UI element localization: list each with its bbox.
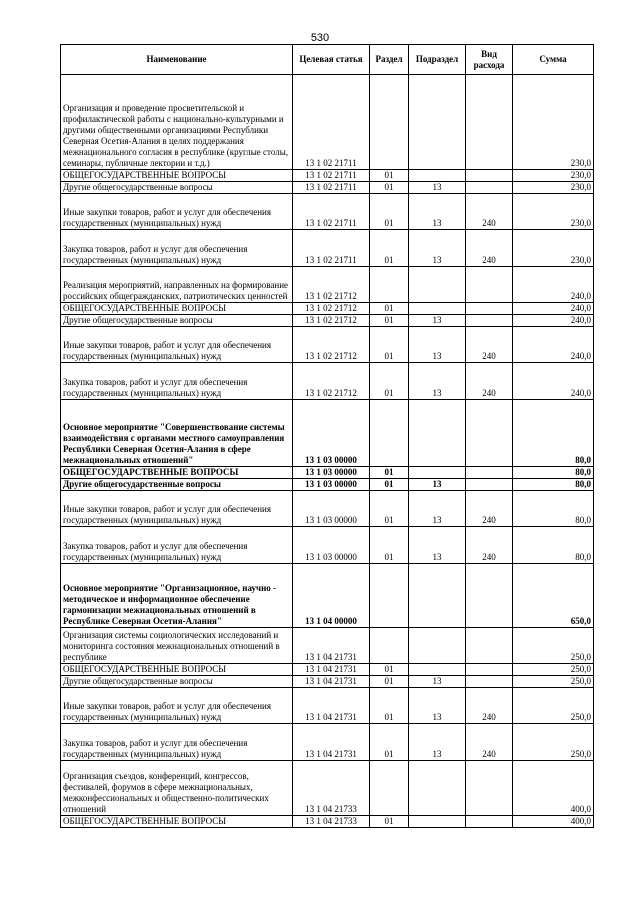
budget-table [60,44,594,828]
cell-section: 01 [370,724,409,761]
table-row [61,303,594,315]
cell-sum: 250,0 [513,688,594,724]
cell-target: 13 1 02 21712 [293,327,370,363]
table-row [61,363,594,400]
cell-target: 13 1 04 21731 [293,664,370,676]
cell-name: Организация съездов, конференций, конгрессов, фестивалей, форумов в сфере межнациональных, межконфессиональных и общественно-политических отношений [61,761,293,816]
cell-sum: 650,0 [513,564,594,628]
cell-expense-type [466,75,513,170]
cell-sum: 240,0 [513,315,594,327]
cell-target: 13 1 02 21711 [293,170,370,182]
cell-subsection [409,816,466,828]
cell-section [370,628,409,664]
cell-name: Организация системы социологических исследований и мониторинга состояния межнациональных отношений в республике [61,628,293,664]
cell-name: Другие общегосударственные вопросы [61,315,293,327]
cell-subsection [409,564,466,628]
cell-name: Реализация мероприятий, направленных на формирование российских общегражданских, патриотических ценностей [61,267,293,303]
cell-name: Иные закупки товаров, работ и услуг для обеспечения государственных (муниципальных) нужд [61,688,293,724]
cell-name: Иные закупки товаров, работ и услуг для обеспечения государственных (муниципальных) нужд [61,327,293,363]
cell-expense-type: 240 [466,724,513,761]
cell-target: 13 1 04 00000 [293,564,370,628]
cell-target: 13 1 02 21711 [293,230,370,267]
cell-target: 13 1 02 21711 [293,182,370,194]
cell-expense-type [466,182,513,194]
cell-section: 01 [370,363,409,400]
cell-target: 13 1 03 00000 [293,400,370,467]
cell-subsection [409,467,466,479]
cell-expense-type [466,761,513,816]
cell-name: ОБЩЕГОСУДАРСТВЕННЫЕ ВОПРОСЫ [61,467,293,479]
cell-section [370,761,409,816]
table-row [61,194,594,230]
cell-section [370,75,409,170]
cell-target: 13 1 02 21712 [293,315,370,327]
table-row [61,467,594,479]
cell-name: Другие общегосударственные вопросы [61,479,293,491]
cell-section: 01 [370,527,409,564]
table-row [61,315,594,327]
cell-section: 01 [370,315,409,327]
cell-section: 01 [370,182,409,194]
cell-expense-type [466,467,513,479]
cell-expense-type [466,564,513,628]
cell-name: Иные закупки товаров, работ и услуг для обеспечения государственных (муниципальных) нужд [61,491,293,527]
table-row [61,327,594,363]
cell-sum: 240,0 [513,363,594,400]
cell-subsection [409,628,466,664]
cell-sum: 250,0 [513,676,594,688]
cell-sum: 230,0 [513,170,594,182]
table-row [61,230,594,267]
cell-expense-type [466,628,513,664]
cell-expense-type [466,400,513,467]
cell-name: Закупка товаров, работ и услуг для обеспечения государственных (муниципальных) нужд [61,724,293,761]
table-row [61,761,594,816]
cell-expense-type [466,267,513,303]
cell-section: 01 [370,194,409,230]
cell-subsection: 13 [409,491,466,527]
cell-target: 13 1 03 00000 [293,491,370,527]
cell-sum: 230,0 [513,230,594,267]
cell-target: 13 1 03 00000 [293,479,370,491]
cell-sum: 250,0 [513,724,594,761]
cell-name: Организация и проведение просветительской и профилактической работы с национально-культурными и другими общественными организациями Республики Северная Осетия-Алания в целях поддержания межнационального согласия в республике (круглые столы, семинары, публичные лектории и т.д.) [61,75,293,170]
cell-expense-type: 240 [466,491,513,527]
cell-expense-type: 240 [466,327,513,363]
cell-section: 01 [370,688,409,724]
table-row [61,664,594,676]
table-row [61,816,594,828]
cell-section: 01 [370,664,409,676]
cell-subsection [409,267,466,303]
cell-subsection: 13 [409,230,466,267]
header-target: Целевая статья [293,45,370,75]
table-row [61,491,594,527]
cell-name: Основное мероприятие "Совершенствование системы взаимодействия с органами местного самоуправления Республики Северная Осетия-Алания в сфере межнациональных отношений" [61,400,293,467]
cell-target: 13 1 02 21711 [293,75,370,170]
cell-section: 01 [370,676,409,688]
cell-name: ОБЩЕГОСУДАРСТВЕННЫЕ ВОПРОСЫ [61,816,293,828]
cell-name: Закупка товаров, работ и услуг для обеспечения государственных (муниципальных) нужд [61,230,293,267]
header-section: Раздел [370,45,409,75]
cell-expense-type [466,303,513,315]
cell-section: 01 [370,230,409,267]
cell-target: 13 1 04 21731 [293,724,370,761]
table-row [61,400,594,467]
cell-subsection [409,400,466,467]
cell-expense-type [466,315,513,327]
page-number: 530 [310,32,330,44]
table-row [61,479,594,491]
cell-subsection: 13 [409,479,466,491]
cell-subsection [409,170,466,182]
cell-sum: 80,0 [513,467,594,479]
cell-section: 01 [370,491,409,527]
cell-sum: 80,0 [513,400,594,467]
cell-sum: 230,0 [513,75,594,170]
cell-target: 13 1 04 21731 [293,688,370,724]
cell-expense-type: 240 [466,194,513,230]
table-row [61,688,594,724]
cell-expense-type: 240 [466,230,513,267]
table-row [61,628,594,664]
cell-expense-type: 240 [466,688,513,724]
cell-section: 01 [370,327,409,363]
table-row [61,267,594,303]
cell-sum: 400,0 [513,761,594,816]
cell-expense-type: 240 [466,363,513,400]
cell-section: 01 [370,479,409,491]
cell-section: 01 [370,170,409,182]
table-row [61,676,594,688]
table-row [61,75,594,170]
cell-sum: 80,0 [513,491,594,527]
cell-sum: 240,0 [513,303,594,315]
cell-subsection [409,761,466,816]
table-header-row [61,45,594,75]
cell-section: 01 [370,303,409,315]
cell-name: Другие общегосударственные вопросы [61,182,293,194]
cell-subsection [409,303,466,315]
cell-section [370,400,409,467]
table-row [61,182,594,194]
cell-subsection: 13 [409,182,466,194]
cell-subsection: 13 [409,676,466,688]
table-row [61,724,594,761]
cell-expense-type [466,664,513,676]
header-sum: Сумма [513,45,594,75]
cell-target: 13 1 04 21733 [293,761,370,816]
cell-target: 13 1 02 21712 [293,363,370,400]
cell-target: 13 1 04 21733 [293,816,370,828]
cell-target: 13 1 03 00000 [293,467,370,479]
cell-subsection: 13 [409,724,466,761]
cell-target: 13 1 03 00000 [293,527,370,564]
cell-subsection: 13 [409,527,466,564]
cell-expense-type [466,676,513,688]
cell-name: Закупка товаров, работ и услуг для обеспечения государственных (муниципальных) нужд [61,363,293,400]
cell-sum: 250,0 [513,628,594,664]
cell-expense-type [466,170,513,182]
cell-section: 01 [370,467,409,479]
cell-section [370,564,409,628]
cell-name: ОБЩЕГОСУДАРСТВЕННЫЕ ВОПРОСЫ [61,303,293,315]
header-expense-type: Вид расхода [466,45,513,75]
table-body [61,75,594,828]
cell-subsection: 13 [409,363,466,400]
cell-target: 13 1 04 21731 [293,676,370,688]
cell-name: Иные закупки товаров, работ и услуг для обеспечения государственных (муниципальных) нужд [61,194,293,230]
cell-subsection: 13 [409,688,466,724]
cell-sum: 80,0 [513,479,594,491]
cell-target: 13 1 02 21712 [293,267,370,303]
cell-name: ОБЩЕГОСУДАРСТВЕННЫЕ ВОПРОСЫ [61,664,293,676]
cell-sum: 230,0 [513,182,594,194]
cell-name: Закупка товаров, работ и услуг для обеспечения государственных (муниципальных) нужд [61,527,293,564]
cell-expense-type [466,479,513,491]
cell-target: 13 1 02 21711 [293,194,370,230]
cell-sum: 80,0 [513,527,594,564]
header-subsection: Подраздел [409,45,466,75]
cell-expense-type [466,816,513,828]
cell-section: 01 [370,816,409,828]
cell-target: 13 1 02 21712 [293,303,370,315]
cell-section [370,267,409,303]
cell-subsection [409,664,466,676]
cell-name: ОБЩЕГОСУДАРСТВЕННЫЕ ВОПРОСЫ [61,170,293,182]
cell-sum: 230,0 [513,194,594,230]
cell-expense-type: 240 [466,527,513,564]
header-name: Наименование [61,45,293,75]
cell-sum: 240,0 [513,327,594,363]
cell-name: Другие общегосударственные вопросы [61,676,293,688]
cell-subsection: 13 [409,327,466,363]
cell-subsection: 13 [409,194,466,230]
cell-sum: 240,0 [513,267,594,303]
cell-sum: 400,0 [513,816,594,828]
cell-sum: 250,0 [513,664,594,676]
table-row [61,170,594,182]
cell-subsection [409,75,466,170]
cell-subsection: 13 [409,315,466,327]
table-row [61,564,594,628]
cell-name: Основное мероприятие "Организационное, научно - методическое и информационное обеспечение гармонизации межнациональных отношений в Республике Северная Осетия-Алания" [61,564,293,628]
cell-target: 13 1 04 21731 [293,628,370,664]
table-row [61,527,594,564]
